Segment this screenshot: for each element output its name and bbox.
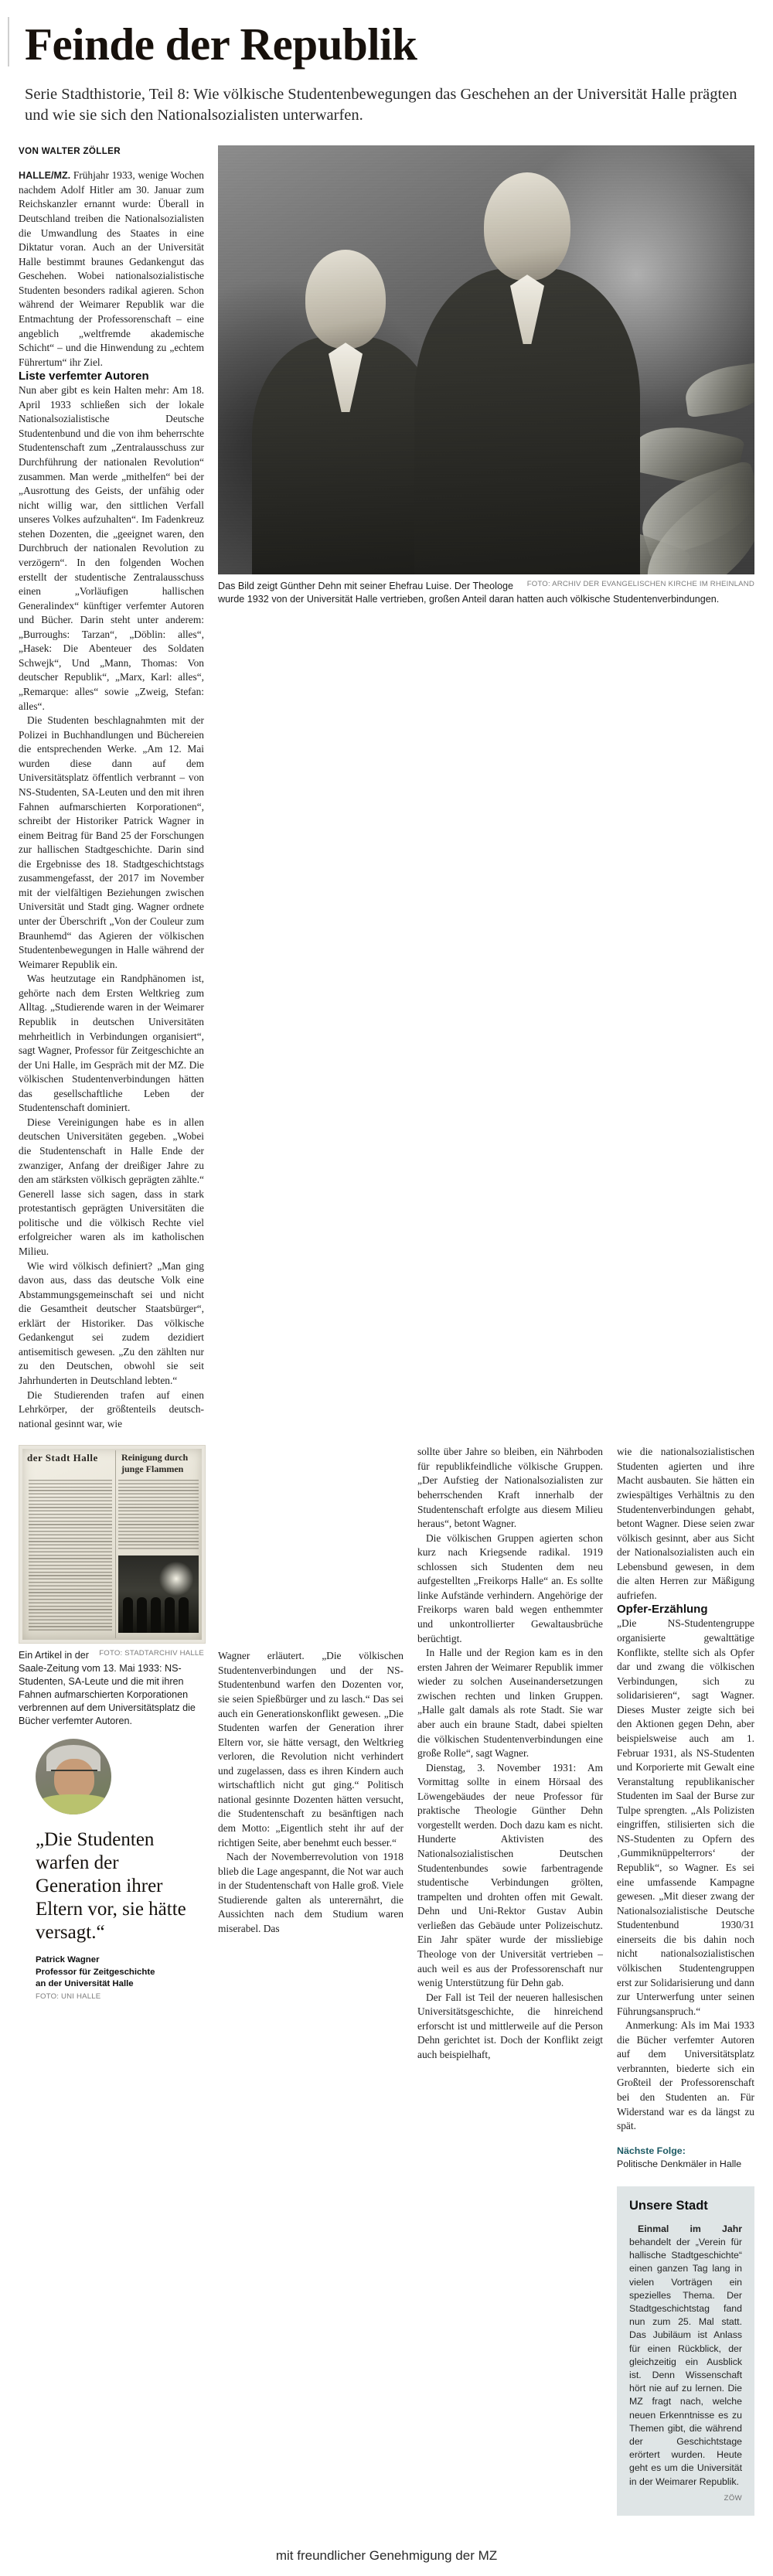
clipping-caption: [19, 1649, 204, 1728]
next-episode-label: Nächste Folge:: [617, 2145, 686, 2156]
byline: VON WALTER ZÖLLER: [19, 146, 121, 157]
column-1: [19, 145, 204, 1431]
pull-quote-text: „Die Studenten warfen der Generation ihrer Eltern vor, sie hätte versagt.“: [36, 1829, 186, 1944]
subheading-liste-verfemter-autoren: Liste verfemter Autoren: [19, 370, 149, 383]
infobox-signature: ZÖW: [724, 2493, 742, 2503]
clipping-masthead: der Stadt Halle: [27, 1452, 98, 1464]
upper-grid: [19, 145, 754, 1431]
footer-permission-note: mit freundlicher Genehmigung der MZ: [275, 2547, 498, 2563]
column-3: [218, 1445, 404, 1936]
paragraph-intro-text: Frühjahr 1933, wenige Wochen nachdem Adolf Hitler am 30. Januar zum Reichskanzler ernannt wurde: Überall in Deutschland treiben die Nationalsozialisten die Umwandlung des Staates in eine Diktatur voran. Auch an der Universität Halle bestimmt braunes Gedankengut das Geschehen. Wobei nationalsozialistische Studenten besonders radikal agieren. Schon während der Weimarer Republik war die Entmachtung der Professorenschaft – eine angeblich „weltfremde akademische Schicht“ – und die Hinwendung zu „echtem Führertum“ ihr Ziel.: [19, 169, 204, 368]
paragraph: Wie wird völkisch definiert? „Man ging davon aus, dass das deutsche Volk eine Abstammungsgemeinschaft sei und nicht die Gesamtheit deutscher Staatsbürger“, erklärt der Historiker. Das völkische Gedankengut sei zudem dezidiert antisemitisch gewesen. „Zu den zählten nur zu den Deutschen, obwohl sie seit Jahrhunderten in Deutschland lebten.“: [19, 1259, 204, 1387]
paragraph: „Die NS-Studentengruppe organisierte gewalttätige Konflikte, stellte sich als Opfer dar und zwang die völkischen Verbindungen, sich zu solidarisieren“, sagt Wagner. Dieses Muster zeigte sich bei den Aktionen gegen Dehn, aber beispielsweise auch am 1. Februar 1931, als NS-Studenten und Korporierte mit Gewalt eine Veranstaltung republikanischer Studenten im Saal der Burse zur Tulpe sprengten. „Als Polizisten eingriffen, stilisierten sich die NS-Studenten zu Opfern des ‚Gummiknüppelterrors‘ der Republik“, so Wagner. Es sei eine umfassende Kampagne gewesen. „Mit dieser zwang der Nationalsozialistische Deutsche Studentenbund 1930/31 einerseits die bis dahin noch nicht nationalsozialistischen völkischen Studentengruppen erst zur Solidarisierung und dann zur Unterwerfung unter seinen Führungsanspruch.“: [617, 1617, 754, 2017]
clipping-credit: FOTO: STADTARCHIV HALLE: [99, 1649, 204, 1658]
paragraph: In Halle und der Region kam es in den ersten Jahren der Weimarer Republik immer wieder zu solchen Auseinandersetzungen zwischen rechten und linken Gruppen. „Halle galt damals als rote Stadt. Sie war aber auch ein braune Stadt, dabei spielten die völkischen Studentenverbindungen eine große Rolle“, sagt Wagner.: [417, 1647, 603, 1760]
infobox-lead: Einmal im Jahr: [638, 2223, 742, 2234]
next-episode: [617, 2145, 754, 2171]
infobox-unsere-stadt: [617, 2186, 754, 2516]
avatar-shirt: [39, 1794, 110, 1814]
figure-silhouette: [165, 1597, 175, 1633]
paragraph: Dienstag, 3. November 1931: Am Vormittag sollte in einem Hörsaal des Löwengebäudes der neue Professor für praktische Theologie Günther Dehn vorgestellt werden. Doch dazu kam es nicht. Hunderte Aktivisten des Nationalsozialistischen Deutschen Studentenbundes sowie farbentragende studentische Verbindungen grölten, trampelten und drohten offen mit Gewalt. Dehn und Uni-Rektor Gustav Aubin verließen das Gebäude unter Polizeischutz. Ein Jahr später wurde der missliebige Theologe von der Universität vertrieben – auch weil es aus der Professorenschaft nur wenig Unterstützung für Dehn gab.: [417, 1761, 603, 1989]
main-photo-block: [218, 145, 754, 606]
avatar-credit: FOTO: UNI HALLE: [36, 1992, 101, 2002]
column-2-wrapper: [19, 1445, 204, 2002]
paragraph: wie die nationalsozialistischen Studenten agierten und ihre Macht ausbauten. Sie hätten ein zwiespältiges Verhältnis zu den Studentenverbindungen gehabt, betont Wagner. Diese seien zwar völkisch gesinnt, aber aus Sicht der Nationalsozialisten auch ein Lebensbund gewesen, in dem die alten Herren zur Mäßigung aufriefen.: [617, 1446, 754, 1601]
quote-author-name: Patrick Wagner: [36, 1955, 100, 1965]
clipping-column-rule: [115, 1450, 116, 1638]
clipping-inset-photo: [118, 1555, 199, 1633]
infobox-body: [629, 2223, 742, 2489]
paragraph: Was heutzutage ein Randphänomen ist, gehörte nach dem Ersten Weltkrieg zum Alltag. „Studierende waren in der Weimarer Republik in deutschen Universitäten mehrheitlich in Verbindungen organisiert“, sagt Wagner, Professor für Zeitgeschichte an der Uni Halle, im Gespräch mit der MZ. Die völkischen Studentenverbindungen hätten das gesellschaftliche Leben der Studentenschaft dominiert.: [19, 973, 204, 1114]
paragraph-intro: [19, 169, 204, 370]
photo-grain-overlay: [218, 145, 754, 574]
infobox-body-text: behandelt der „Verein für hallische Stadtgeschichte“ einen ganzen Tag lang in vielen Vorträgen ein spezielles Thema. Der Stadtgeschichtstag fand nun zum 25. Mal statt. Das Jubiläum ist Anlass für einen Rückblick, der gleichzeitig ein Ausblick ist. Denn Wissenschaft hört nie auf zu lernen. Die MZ fragt nach, welche neuen Erkenntnisse es zu Themen gibt, die während der Geschichtstage erörtert wurden. Heute geht es um die Universität in der Weimarer Republik.: [629, 2236, 742, 2487]
clipping-caption-text: Ein Artikel in der Saale-Zeitung vom 13. Mai 1933: NS-Studenten, SA-Leute und die mit ihren Fahnen aufmarschierten Korporationen verbrennen auf dem Universitätsplatz die Bücher verfemter Autoren.: [19, 1650, 196, 1727]
figure-silhouette: [137, 1597, 147, 1633]
fire-flare-icon: [158, 1562, 194, 1596]
paragraph: Der Fall ist Teil der neueren hallesischen Universitätsgeschichte, die hinreichend erforscht ist und mittlerweile auf die Person Dehn gerichtet ist. Doch der Konflikt zeigt auch beispielhaft,: [417, 1991, 603, 2060]
pull-quote-box: [19, 1728, 204, 2002]
dateline: HALLE/MZ.: [19, 170, 71, 182]
main-photo: [218, 145, 754, 574]
paragraph: Nun aber gibt es kein Halten mehr: Am 18. April 1933 schließen sich der lokale Nationalsozialistische Deutsche Studentenbund und die von ihm beherrschte Studentenschaft zum „Zentralausschuss zur Durchführung der nationalen Revolution“ zusammen. Man werde „mithelfen“ bei der „Ausrottung des Geists, der unfähig oder nicht willig war, den sittlichen Verfall unseres Volkes aufzuhalten“. Im Fadenkreuz stehen Dozenten, die „geeignet waren, den Durchbruch der nationalen Revolution zu verzögern“. In den folgenden Wochen erstellt der studentische Zentralausschuss einen „Vorläufigen hallischen Generalindex“ künftiger verfemter Autoren und Bücher. Darin steht unter anderem: „Burroughs: Tarzan“, „Döblin: alles“, „Hasek: Die Abenteuer des Soldaten Schwejk“, Und „Mann, Thomas: Von deutscher Republik“, „Marx, Karl: alles“, „Remarque: alles“ sowie „Zweig, Stefan: alles“.: [19, 384, 204, 712]
main-photo-credit: FOTO: ARCHIV DER EVANGELISCHEN KIRCHE IM RHEINLAND: [526, 580, 754, 589]
subheading-opfer-erzaehlung: Opfer-Erzählung: [617, 1603, 708, 1617]
quote-author-role-line1: Professor für Zeitgeschichte: [36, 1967, 155, 1977]
infobox-title: Unsere Stadt: [629, 2198, 708, 2213]
newspaper-clipping-image: [19, 1445, 206, 1644]
clipping-text-column: [29, 1480, 112, 1631]
clipping-text-column: [118, 1480, 199, 1551]
paragraph: Wagner erläutert. „Die völkischen Studentenverbindungen und der NS-Studentenbund warfen den Dozenten vor, sie seien Spießbürger und zu lasch.“ Das sei auch ein Generationskonflikt gewesen. „Die Studenten warfen der Generation ihrer Eltern vor, sie hätte versagt, den Weltkrieg verloren, die Revolution nicht verhindert und zugelassen, dass es ihren Kindern auch wirtschaftlich nicht gut ging.“ Politisch national gesinnte Dozenten hätten versucht, die Studentenschaft zu besänftigen nach dem Motto: „Eigentlich steht ihr auf der richtigen Seite, aber benehmt euch besser.“: [218, 1650, 404, 1849]
clipping-headline: Reinigung durch junge Flammen: [121, 1452, 189, 1475]
figure-silhouette: [151, 1597, 161, 1633]
figure-silhouette: [179, 1597, 189, 1633]
lower-grid: [19, 1445, 754, 2516]
pull-quote-attribution: [36, 1954, 204, 2002]
main-photo-caption-text: Das Bild zeigt Günther Dehn mit seiner Ehefrau Luise. Der Theologe wurde 1932 von der Universität Halle vertrieben, großen Anteil daran hatten auch völkische Studentenverbindungen.: [218, 581, 720, 605]
paragraph: Die völkischen Gruppen agierten schon kurz nach Kriegsende radikal. 1919 schlossen sich Studenten dem neu aufgestellten „Freikorps Halle“ an. Es sollte linke Aufstände verhindern. Angehörige der Freikorps waren bald wegen enthemmter und unkontrollierter Gewaltausbrüche berüchtigt.: [417, 1532, 603, 1644]
main-photo-caption: [218, 580, 754, 606]
avatar: [36, 1739, 111, 1814]
masthead-rule: [8, 17, 9, 66]
paragraph: sollte über Jahre so bleiben, ein Nährboden für republikfeindliche völkische Gruppen. „Der Aufstieg der Nationalsozialisten zur beherrschenden Kraft innerhalb der Studentenschaft erfolgte aus diesem Milieu heraus“, betont Wagner.: [417, 1446, 603, 1530]
column-4: [417, 1445, 603, 2062]
paragraph: Diese Vereinigungen habe es in allen deutschen Universitäten gegeben. „Wobei die Studentenschaft in Halle Ende der zwanziger, Anfang der dreißiger Jahre zu den am stärksten völkisch geprägten zählte.“ Generell lasse sich sagen, dass in stark protestantisch geprägten Universitäten die politische und die völkisch Rechte viel erfolgreicher waren als im katholischen Milieu.: [19, 1116, 204, 1257]
article-deck: Serie Stadthistorie, Teil 8: Wie völkische Studentenbewegungen das Geschehen an der Universität Halle prägten und wie sie sich den Nationalsozialisten unterwarfen.: [25, 86, 737, 124]
figure-silhouette: [123, 1597, 133, 1633]
glasses-icon: [51, 1770, 97, 1780]
paragraph: Die Studierenden trafen auf einen Lehrkörper, der größtenteils deutsch-national gesinnt war, wie: [19, 1389, 204, 1429]
page-title: Feinde der Republik: [25, 19, 417, 70]
quote-author-role-line2: an der Universität Halle: [36, 1978, 134, 1988]
column-5: [617, 1445, 754, 2516]
next-episode-value: Politische Denkmäler in Halle: [617, 2158, 742, 2169]
paragraph: Die Studenten beschlagnahmten mit der Polizei in Buchhandlungen und Büchereien die entsprechenden Werke. „Am 12. Mai wurden diese dann auf dem Universitätsplatz öffentlich verbrannt – von NS-Studenten, SA-Leuten und den mit ihren Fahnen aufmarschierten Korporationen“, schreibt der Historiker Patrick Wagner in einem Beitrag für Band 25 der Forschungen zur hallischen Stadtgeschichte. Darin sind die Ergebnisse des 18. Stadtgeschichtstags zusammengefasst, der 2017 im November mit der vielfältigen Beziehungen zwischen Universität und Stadt ging. Wagner ordnete unter der Überschrift „Von der Couleur zum Braunhemd“ das Agieren der völkischen Studentenbewegungen in Halle während der Weimarer Republik ein.: [19, 714, 204, 970]
paragraph: Nach der Novemberrevolution von 1918 blieb die Lage angespannt, die Not war auch in der Studentenschaft von Halle groß. Viele Studierende galten als unterernährt, die Aussichten nach dem Studium waren miserabel. Das: [218, 1851, 404, 1934]
paragraph: Anmerkung: Als im Mai 1933 die Bücher verfemter Autoren auf dem Universitätsplatz verbrannten, biederte sich ein Großteil der Professorenschaft bei den Studenten an. Für Widerstand war es da längst zu spät.: [617, 2019, 754, 2132]
